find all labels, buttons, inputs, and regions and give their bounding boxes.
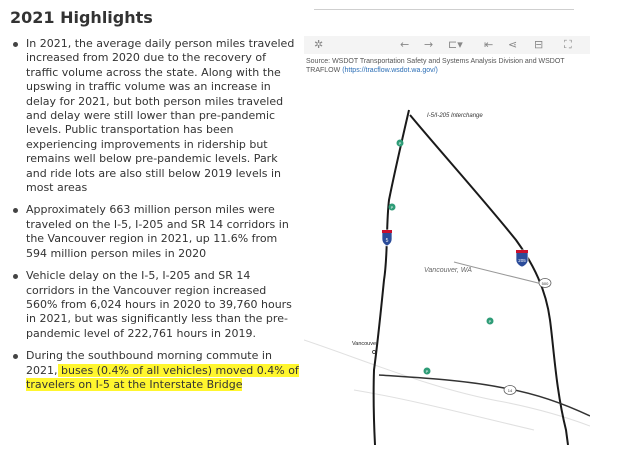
highlights-list (10, 37, 300, 392)
map[interactable] (304, 80, 590, 445)
vancouver-dot (373, 351, 376, 354)
bullet-text: In 2021, the average daily person miles traveled increased from 2020 due to the recovery of traffic volume across the state. Along with the upswing in traffic volume was an increase in delay for 2021, but both person miles traveled and delay were still lower than pre-pandemic levels. Public transportation has been experiencing improvements in ridership but remains well below pre-pandemic levels. Park and ride lots are also still below 2019 levels in most areas (26, 37, 295, 195)
i5-shield (382, 230, 392, 246)
selection-icon[interactable]: ⊏▾ (448, 38, 463, 51)
i5-shield-label: 5 (385, 238, 389, 244)
share-icon[interactable]: ⋖ (508, 38, 518, 51)
map-canvas (304, 80, 590, 445)
list-item (10, 37, 300, 195)
marker-glyph: P (398, 141, 402, 146)
source-text: Source: WSDOT Transportation Safety and Systems Analysis Division and WSDOT TRAFLOW (306, 58, 565, 74)
park-ride-marker[interactable] (389, 204, 396, 211)
viz-toolbar (304, 36, 590, 54)
park-ride-marker[interactable] (487, 318, 494, 325)
marker-glyph: P (390, 205, 394, 210)
sr500-shield-label: 500 (541, 281, 549, 286)
settings-icon[interactable]: ✲ (314, 38, 324, 51)
bullet-text: During the southbound morning commute in 2021, (26, 349, 272, 377)
back-icon[interactable]: ← (400, 38, 410, 51)
marker-glyph: P (488, 319, 492, 324)
source-note (306, 57, 588, 75)
park-ride-marker[interactable] (397, 140, 404, 147)
forward-icon[interactable]: → (424, 38, 434, 51)
i205-shield (516, 250, 528, 267)
bullet-text: Approximately 663 million person miles were traveled on the I-5, I-205 and SR 14 corridors in the Vancouver region in 2021, up 11.6% from 594 million person miles in 2020 (26, 203, 289, 260)
sr500-shield (539, 279, 551, 288)
map-panel (304, 0, 590, 445)
divider (314, 9, 574, 10)
park-ride-marker[interactable] (424, 368, 431, 375)
sr14-shield-label: 14 (507, 388, 513, 393)
fullscreen-icon[interactable]: ⛶ (564, 38, 572, 51)
source-link[interactable]: (https://tracflow.wsdot.wa.gov/) (342, 67, 438, 74)
river-bank (354, 390, 534, 430)
city-label: Vancouver, WA (424, 267, 472, 274)
highlights-heading: 2021 Highlights (10, 8, 153, 27)
list-item (10, 349, 300, 392)
bullet-text: Vehicle delay on the I-5, I-205 and SR 14 corridors in the Vancouver region increased 560% from 6,024 hours in 2020 to 39,760 hours in 2021, but was significantly less than the pre-pandemic level of 222,761 hours in 2019. (26, 269, 292, 340)
i205-shield-label: 205 (518, 258, 526, 263)
marker-glyph: P (425, 369, 429, 374)
list-item (10, 269, 300, 341)
interchange-label: I-5/I-205 Interchange (427, 113, 483, 119)
vancouver-label: Vancouver (352, 341, 378, 347)
sr14-shield (504, 386, 516, 395)
reset-icon[interactable]: ⇤ (484, 38, 494, 51)
highlights-panel (10, 8, 300, 400)
list-item (10, 203, 300, 261)
highlighted-text: buses (0.4% of all vehicles) moved 0.4% of travelers on I-5 at the Interstate Bridge (26, 363, 299, 391)
comment-icon[interactable]: ⊟ (534, 38, 544, 51)
river-bank (304, 340, 590, 426)
